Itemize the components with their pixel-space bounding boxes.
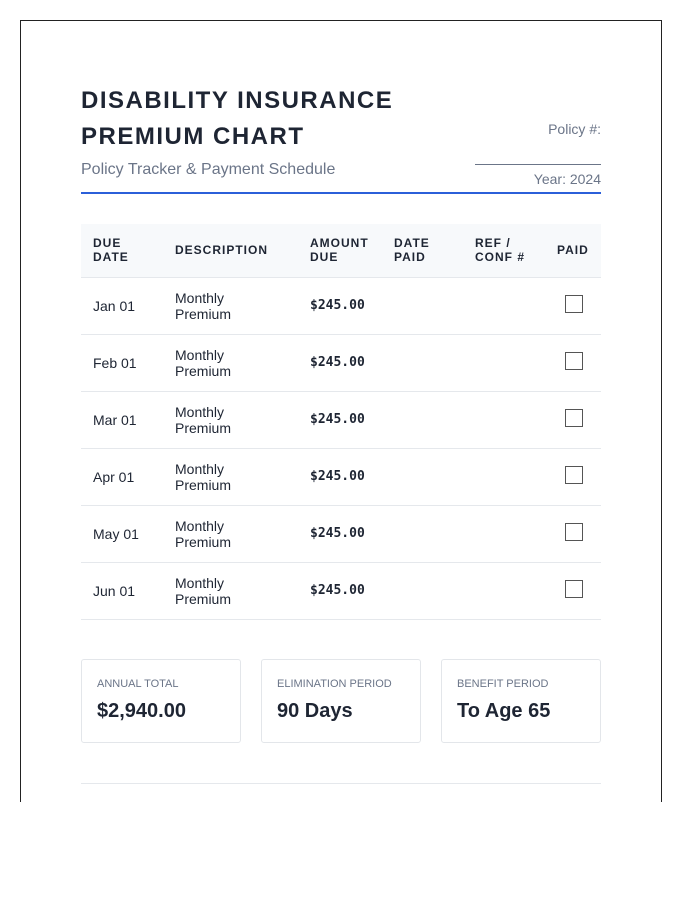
description-text: Monthly Premium	[175, 517, 232, 550]
due-date: Feb 01	[81, 334, 163, 391]
due-date: Jan 01	[81, 277, 163, 334]
column-header: DUE DATE	[81, 224, 163, 277]
paid-checkbox[interactable]	[565, 523, 583, 541]
paid-checkbox[interactable]	[565, 352, 583, 370]
description-text: Monthly Premium	[175, 460, 232, 493]
paid-checkbox[interactable]	[565, 466, 583, 484]
policy-number-label: Policy #:	[548, 121, 601, 137]
description	[163, 391, 298, 448]
amount-due: $245.00	[298, 562, 382, 619]
page-title	[81, 83, 393, 155]
year-label: Year: 2024	[533, 171, 601, 187]
description	[163, 562, 298, 619]
summary-card	[81, 659, 241, 743]
paid-checkbox[interactable]	[565, 409, 583, 427]
column-header: DESCRIPTION	[163, 224, 298, 277]
ref-conf-cell[interactable]	[463, 505, 545, 562]
table-row	[81, 505, 601, 562]
table-row	[81, 391, 601, 448]
amount-due: $245.00	[298, 391, 382, 448]
column-header: AMOUNT DUE	[298, 224, 382, 277]
summary-card	[261, 659, 421, 743]
paid-cell	[545, 505, 601, 562]
paid-cell	[545, 562, 601, 619]
date-paid-cell[interactable]	[382, 562, 463, 619]
description-text: Monthly Premium	[175, 289, 232, 322]
title-line-2: PREMIUM CHART	[81, 123, 305, 150]
table-row	[81, 277, 601, 334]
paid-cell	[545, 277, 601, 334]
paid-cell	[545, 334, 601, 391]
description	[163, 448, 298, 505]
due-date: Mar 01	[81, 391, 163, 448]
description-text: Monthly Premium	[175, 574, 232, 607]
date-paid-cell[interactable]	[382, 277, 463, 334]
policy-number-field[interactable]	[475, 137, 601, 165]
date-paid-cell[interactable]	[382, 505, 463, 562]
ref-conf-cell[interactable]	[463, 562, 545, 619]
table-row	[81, 448, 601, 505]
description-text: Monthly Premium	[175, 346, 232, 379]
paid-checkbox[interactable]	[565, 295, 583, 313]
premium-table	[81, 224, 601, 620]
amount-due: $245.00	[298, 277, 382, 334]
ref-conf-cell[interactable]	[463, 391, 545, 448]
date-paid-cell[interactable]	[382, 391, 463, 448]
amount-due: $245.00	[298, 505, 382, 562]
summary-card	[441, 659, 601, 743]
header-divider	[81, 192, 601, 194]
summary-value: To Age 65	[457, 700, 551, 722]
column-header: PAID	[545, 224, 601, 277]
paid-checkbox[interactable]	[565, 580, 583, 598]
ref-conf-cell[interactable]	[463, 277, 545, 334]
description	[163, 505, 298, 562]
title-line-1: DISABILITY INSURANCE	[81, 87, 394, 114]
description	[163, 334, 298, 391]
table-row	[81, 562, 601, 619]
description-text: Monthly Premium	[175, 403, 232, 436]
column-header: DATE PAID	[382, 224, 463, 277]
footer-divider	[81, 783, 601, 784]
summary-label: BENEFIT PERIOD	[457, 678, 549, 690]
summary-cards	[81, 659, 601, 743]
description	[163, 277, 298, 334]
paid-cell	[545, 448, 601, 505]
summary-value: $2,940.00	[97, 700, 186, 722]
document-page	[20, 20, 662, 802]
date-paid-cell[interactable]	[382, 448, 463, 505]
summary-label: ELIMINATION PERIOD	[277, 678, 392, 690]
date-paid-cell[interactable]	[382, 334, 463, 391]
summary-value: 90 Days	[277, 700, 353, 722]
paid-cell	[545, 391, 601, 448]
amount-due: $245.00	[298, 448, 382, 505]
column-header: REF / CONF #	[463, 224, 545, 277]
due-date: May 01	[81, 505, 163, 562]
due-date: Apr 01	[81, 448, 163, 505]
table-row	[81, 334, 601, 391]
summary-label: ANNUAL TOTAL	[97, 678, 179, 690]
ref-conf-cell[interactable]	[463, 448, 545, 505]
ref-conf-cell[interactable]	[463, 334, 545, 391]
amount-due: $245.00	[298, 334, 382, 391]
due-date: Jun 01	[81, 562, 163, 619]
page-subtitle: Policy Tracker & Payment Schedule	[81, 161, 336, 178]
policy-meta	[475, 121, 601, 187]
